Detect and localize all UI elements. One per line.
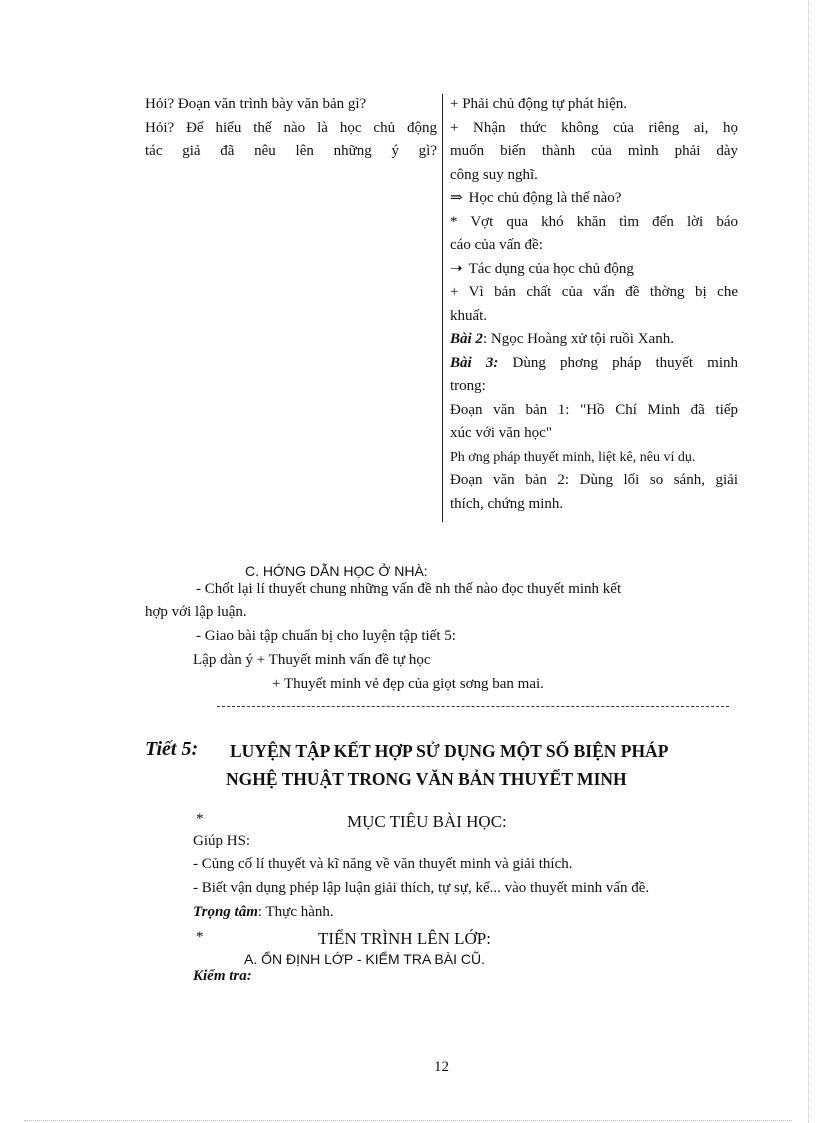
objectives-item-1: - Củng cố lí thuyết và kĩ năng về văn thuyết minh và giải thích.	[193, 856, 573, 872]
answer-text: muốn biến thành của mình phải dày	[450, 143, 738, 159]
answer-line	[450, 352, 738, 376]
answer-line	[450, 399, 738, 423]
lesson-title-line-1: LUYỆN TẬP KẾT HỢP SỬ DỤNG MỘT SỐ BIỆN PHÁP	[230, 741, 669, 761]
page-number: 12	[434, 1059, 449, 1075]
answer-line	[450, 281, 738, 305]
question-line: Hỏi? Để hiểu thế nào là học chủ động	[145, 119, 437, 136]
answer-line	[450, 140, 738, 164]
objectives-intro: Giúp HS:	[193, 833, 251, 849]
answer-text: Tác dụng của học chủ động	[468, 260, 634, 277]
answer-line	[450, 446, 738, 470]
question-line: Hỏi? Đoạn văn trình bày văn bản gì?	[145, 96, 367, 112]
exercise-label: Bài 3:	[450, 354, 499, 371]
objectives-star: *	[196, 811, 204, 827]
answer-text: : Ngọc Hoàng xử tội ruồi Xanh.	[482, 331, 674, 347]
answer-text: * Vợt qua khó khăn tìm đến lời báo	[450, 213, 738, 230]
homework-line-4: Lập dàn ý + Thuyết minh vấn đề tự học	[193, 652, 431, 668]
answer-text: xúc với văn học"	[450, 425, 552, 441]
focus-text: : Thực hành.	[257, 904, 334, 920]
answer-line	[450, 328, 738, 352]
objectives-heading: MỤC TIÊU BÀI HỌC:	[347, 812, 507, 831]
lesson-title-line-2: NGHỆ THUẬT TRONG VĂN BẢN THUYẾT MINH	[226, 769, 627, 789]
focus-label: Trọng tâm	[193, 904, 258, 920]
answer-line	[450, 211, 738, 235]
process-star: *	[196, 929, 204, 945]
answer-line	[450, 258, 738, 282]
exercise-label: Bài 2	[450, 331, 483, 347]
homework-line-5: + Thuyết minh vẻ đẹp của giọt sơng ban mai.	[272, 676, 544, 692]
check-label: Kiểm tra:	[193, 968, 252, 984]
page-right-border	[808, 0, 809, 1123]
homework-line-3: - Giao bài tập chuẩn bị cho luyện tập tiết 5:	[196, 628, 456, 644]
answer-text: Dùng phơng pháp thuyết minh	[498, 354, 738, 371]
answer-line	[450, 117, 738, 141]
homework-line-1: - Chốt lại lí thuyết chung những vấn đề nh thế nào đọc thuyết minh kết	[196, 581, 622, 597]
objectives-item-2: - Biết vận dụng phép lập luận giải thích, tự sự, kể... vào thuyết minh vấn đề.	[193, 880, 650, 896]
process-heading: TIẾN TRÌNH LÊN LỚP:	[318, 929, 491, 948]
answer-text: + Phải chủ động tự phát hiện.	[450, 96, 627, 112]
section-separator	[217, 706, 729, 707]
lesson-label: Tiết 5:	[145, 738, 199, 760]
answer-line	[450, 305, 738, 329]
answer-text: Đoạn văn bản 2: Dùng lối so sánh, giải	[450, 472, 738, 488]
page-bottom-border	[24, 1120, 792, 1121]
answer-line	[450, 164, 738, 188]
answer-line	[450, 187, 738, 211]
section-a-heading: A. ỔN ĐỊNH LỚP - KIỂM TRA BÀI CŨ.	[244, 951, 485, 967]
arrow-icon: ⇒	[450, 190, 463, 206]
homework-heading: C. HỚNG DẪN HỌC Ở NHÀ:	[245, 563, 428, 579]
answer-text: cáo của vấn đề:	[450, 237, 543, 253]
question-column	[145, 93, 437, 164]
homework-line-2: hợp với lập luận.	[145, 604, 247, 620]
answer-line	[450, 93, 738, 117]
answer-text: Ph ơng pháp thuyết minh, liệt kê, nêu ví dụ.	[450, 449, 696, 465]
answer-text: trong:	[450, 378, 486, 394]
answer-text: khuất.	[450, 307, 488, 324]
answer-line	[450, 469, 738, 493]
answer-line	[450, 493, 738, 517]
answer-column	[450, 93, 738, 516]
answer-line	[450, 375, 738, 399]
answer-text: Học chủ động là thế nào?	[468, 190, 622, 206]
answer-text: Đoạn văn bản 1: "Hồ Chí Minh đã tiếp	[450, 401, 738, 418]
question-line: tác giả đã nêu lên những ý gì?	[145, 143, 437, 159]
answer-line	[450, 234, 738, 258]
arrow-icon: ➝	[450, 260, 463, 277]
answer-text: công suy nghĩ.	[450, 166, 538, 183]
answer-text: thích, chứng minh.	[450, 495, 564, 512]
objectives-focus	[193, 901, 334, 924]
answer-text: + Nhận thức không của riêng ai, họ	[450, 119, 738, 136]
column-divider	[442, 94, 443, 522]
answer-line	[450, 422, 738, 446]
answer-text: + Vì bản chất của vấn đề thờng bị che	[450, 284, 738, 300]
